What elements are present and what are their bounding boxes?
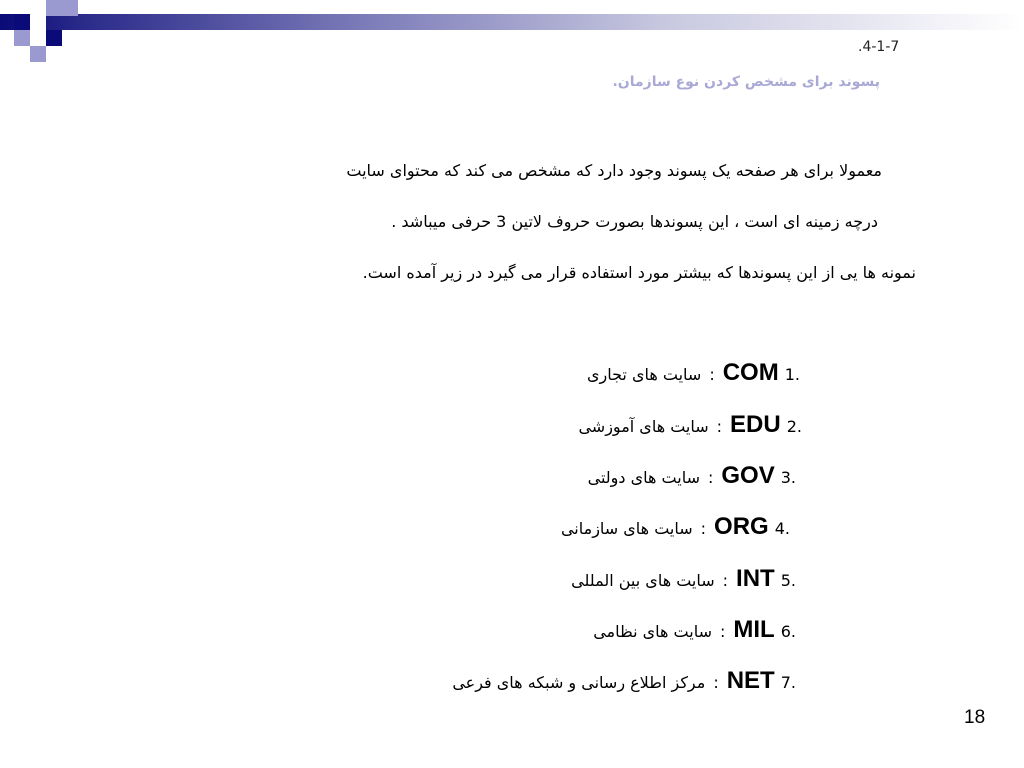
list-item-number: .4 [774,519,790,538]
list-item-description: سایت های دولتی [587,468,700,487]
section-number: .4-1-7 [858,39,900,55]
list-item-separator: : [720,622,726,641]
list-item-separator: : [716,417,723,436]
list-item-number: .5 [780,571,796,590]
header-square-light [46,0,62,16]
list-item-description: مرکز اطلاع رسانی و شبکه های فرعی [452,673,706,692]
list-item-description: سایت های سازمانی [560,519,693,538]
paragraph-2: درچه زمینه ای است ، این پسوندها بصورت حروف لاتین 3 حرفی میباشد . [391,212,878,231]
list-item [561,513,790,541]
paragraph-1: معمولا برای هر صفحه یک پسوند وجود دارد که مشخص می کند که محتوای سایت [346,161,882,180]
page-number: 18 [964,707,986,728]
list-item [571,565,796,593]
list-item-code: GOV [721,462,775,489]
list-item [578,411,802,439]
list-item-number: .6 [780,622,796,641]
header-square-light [30,46,46,62]
list-item-code: COM [722,359,779,386]
list-item-description: سایت های نظامی [593,622,712,641]
header-square-dark [46,30,62,46]
list-item-number: .2 [786,417,802,436]
list-item-separator: : [700,519,707,538]
list-item-separator: : [707,468,714,487]
list-item-number: .7 [780,673,796,692]
list-item-description: سایت های بین المللی [571,571,715,590]
header-square-light [62,0,78,16]
list-item-code: ORG [714,513,769,540]
list-item-code: NET [726,667,775,694]
list-item-number: .1 [784,365,800,384]
header-square-white [30,14,46,30]
list-item-description: سایت های تجاری [586,365,702,384]
header-square-dark [14,14,30,30]
list-item-code: INT [736,565,775,592]
slide-subtitle: پسوند برای مشخص کردن نوع سازمان. [612,74,880,90]
list-item-description: سایت های آموزشی [578,417,709,436]
list-item-code: MIL [733,616,775,643]
paragraph-3: نمونه ها یی از این پسوندها که بیشتر مورد استفاده قرار می گیرد در زیر آمده است. [362,263,916,282]
list-item [588,462,796,490]
list-item-separator: : [722,571,729,590]
list-item-separator: : [713,673,719,692]
list-item-number: .3 [780,468,796,487]
header-square-light [14,30,30,46]
list-item-code: EDU [730,411,781,438]
header-gradient-bar [0,14,1024,30]
list-item-separator: : [709,365,715,384]
header-square-white [30,0,46,16]
list-item [593,616,796,644]
list-item [452,667,796,695]
list-item [587,359,800,387]
